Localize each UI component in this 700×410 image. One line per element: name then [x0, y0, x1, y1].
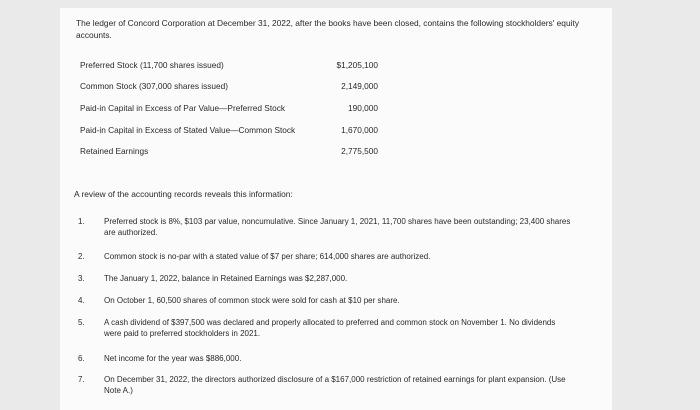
list-item-number: 7.: [78, 375, 85, 384]
account-label: Paid-in Capital in Excess of Par Value—Preferred Stock: [80, 103, 286, 113]
list-item-text: Common stock is no-par with a stated value of $7 per share; 614,000 shares are authorized.: [104, 252, 431, 261]
account-row: [80, 80, 378, 92]
list-item-number: 2.: [78, 252, 85, 261]
list-item-number: 6.: [78, 354, 85, 363]
account-row: [80, 124, 378, 136]
list-item-text: The January 1, 2022, balance in Retained Earnings was $2,287,000.: [104, 274, 348, 283]
list-item-number: 1.: [78, 217, 85, 226]
account-amount: 2,775,500: [341, 146, 378, 156]
account-amount: 1,670,000: [341, 125, 378, 135]
list-item-number: 3.: [78, 274, 85, 283]
account-label: Common Stock (307,000 shares issued): [80, 81, 229, 91]
list-item-text: Preferred stock is 8%, $103 par value, noncumulative. Since January 1, 2021, 11,700 shares have been outstanding; 23,400 shares are authorized.: [104, 217, 571, 237]
account-row: [80, 145, 378, 157]
account-amount: $1,205,100: [336, 60, 378, 70]
account-label: Retained Earnings: [80, 146, 149, 156]
account-row: [80, 59, 378, 71]
account-row: [80, 102, 378, 114]
review-heading: A review of the accounting records reveals this information:: [74, 189, 293, 199]
account-label: Paid-in Capital in Excess of Stated Value—Common Stock: [80, 125, 296, 135]
list-item-text: On December 31, 2022, the directors authorized disclosure of a $167,000 restriction of retained earnings for plant expansion. (Use Note A.): [104, 375, 566, 395]
account-label: Preferred Stock (11,700 shares issued): [80, 60, 224, 70]
intro-paragraph: The ledger of Concord Corporation at December 31, 2022, after the books have been closed, contains the following stockholders' equity accounts.: [76, 18, 580, 40]
list-item-text: A cash dividend of $397,500 was declared and properly allocated to preferred and common stock on November 1. No dividends were paid to preferred stockholders in 2021.: [104, 318, 556, 338]
problem-sheet: [60, 8, 612, 410]
account-amount: 2,149,000: [341, 81, 378, 91]
list-item-number: 4.: [78, 296, 85, 305]
list-item-text: On October 1, 60,500 shares of common stock were sold for cash at $10 per share.: [104, 296, 400, 305]
list-item-text: Net income for the year was $886,000.: [104, 354, 242, 363]
list-item-number: 5.: [78, 318, 85, 327]
account-amount: 190,000: [348, 103, 378, 113]
